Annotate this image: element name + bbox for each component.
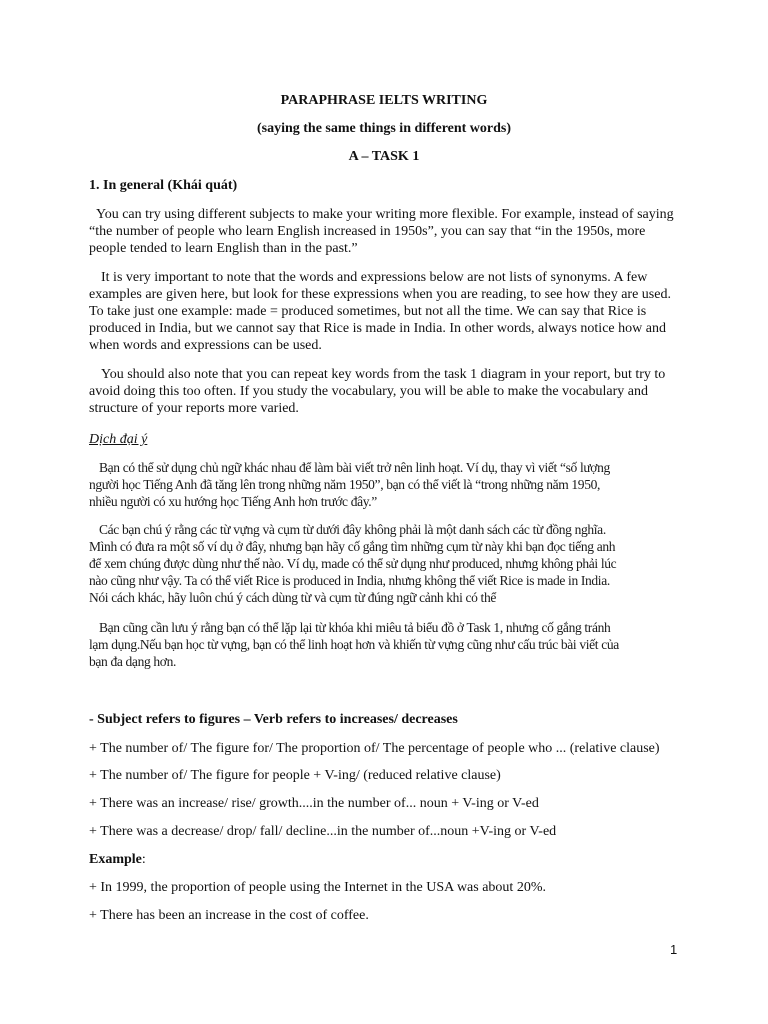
document-subtitle: (saying the same things in different words) <box>256 121 512 136</box>
task-heading: A – TASK 1 <box>348 149 420 164</box>
paragraph-line: structure of your reports more varied. <box>89 401 299 416</box>
paragraph-line: You can try using different subjects to make your writing more flexible. For example, instead of saying <box>96 207 674 222</box>
page-number: 1 <box>670 942 678 957</box>
paragraph-line: To take just one example: made = produced sometimes, but not all the time. We can say that Rice is <box>89 304 647 319</box>
paragraph-line: avoid doing this too often. If you study the vocabulary, you will be able to make the vocabulary and <box>89 384 648 399</box>
paragraph-line: Các bạn chú ý rằng các từ vựng và cụm từ dưới đây không phải là một danh sách các từ đồng nghĩa. <box>99 522 606 537</box>
subject-heading: - Subject refers to figures – Verb refers to increases/ decreases <box>89 712 458 727</box>
example-item: + There has been an increase in the cost of coffee. <box>89 908 369 923</box>
paragraph-line: Bạn có thể sử dụng chủ ngữ khác nhau để làm bài viết trở nên linh hoạt. Ví dụ, thay vì viết “số lượng <box>99 460 610 475</box>
paragraph-line: It is very important to note that the words and expressions below are not lists of synonyms. A few <box>101 270 648 285</box>
example-heading <box>89 851 146 869</box>
vietnamese-paragraph-1 <box>89 459 679 510</box>
vietnamese-paragraph-2 <box>89 521 679 606</box>
paragraph-synonyms <box>89 269 679 354</box>
translation-label <box>89 431 679 448</box>
structure-bullet: + There was an increase/ rise/ growth....in the number of... noun + V-ing or V-ed <box>89 796 539 811</box>
structure-bullet: + The number of/ The figure for/ The proportion of/ The percentage of people who ... (relative clause) <box>89 741 660 756</box>
section-heading-general: 1. In general (Khái quát) <box>89 178 238 193</box>
paragraph-line: people tended to learn English than in the past.” <box>89 241 358 256</box>
paragraph-keywords <box>89 366 679 417</box>
translation-label-text: Dịch đại ý <box>89 432 148 447</box>
paragraph-line: người học Tiếng Anh đã tăng lên trong những năm 1950”, bạn có thể viết là “trong những năm 1950, <box>89 477 601 492</box>
example-colon: : <box>141 852 146 867</box>
paragraph-line: produced in India, but we cannot say that Rice is made in India. In other words, always notice how and <box>89 321 666 336</box>
document-title: PARAPHRASE IELTS WRITING <box>280 93 488 108</box>
paragraph-line: Mình có đưa ra một số ví dụ ở đây, nhưng bạn hãy cố gắng tìm những cụm từ này khi bạn đọc tiếng anh <box>89 539 616 554</box>
structure-bullet: + There was a decrease/ drop/ fall/ decline...in the number of...noun +V-ing or V-ed <box>89 824 557 839</box>
paragraph-line: nào cũng như vậy. Ta có thể viết Rice is produced in India, nhưng không thể viết Rice is made in India. <box>89 573 610 588</box>
structure-bullet: + The number of/ The figure for people + V-ing/ (reduced relative clause) <box>89 768 501 783</box>
paragraph-line: examples are given here, but look for these expressions when you are reading, to see how they are used. <box>89 287 671 302</box>
paragraph-line: lạm dụng.Nếu bạn học từ vựng, bạn có thể linh hoạt hơn và khiến từ vựng cũng như cấu trúc bài viết của <box>89 637 619 652</box>
vietnamese-paragraph-3 <box>89 619 679 670</box>
paragraph-line: Bạn cũng cần lưu ý rằng bạn có thể lặp lại từ khóa khi miêu tả biểu đồ ở Task 1, nhưng cố gắng tránh <box>99 620 611 635</box>
example-label: Example <box>89 852 142 867</box>
paragraph-subjects <box>89 206 679 257</box>
paragraph-line: when words and expressions can be used. <box>89 338 322 353</box>
paragraph-line: để xem chúng được dùng như thế nào. Ví dụ, made có thể sử dụng như produced, nhưng không phải lúc <box>89 556 617 571</box>
example-item: + In 1999, the proportion of people using the Internet in the USA was about 20%. <box>89 880 546 895</box>
paragraph-line: “the number of people who learn English increased in 1950s”, you can say that “in the 1950s, more <box>89 224 646 239</box>
paragraph-line: You should also note that you can repeat key words from the task 1 diagram in your report, but try to <box>101 367 666 382</box>
paragraph-line: nhiều người có xu hướng học Tiếng Anh hơn trước đây.” <box>89 494 377 509</box>
paragraph-line: Nói cách khác, hãy luôn chú ý cách dùng từ và cụm từ đúng ngữ cảnh khi có thể <box>89 590 497 605</box>
paragraph-line: bạn đa dạng hơn. <box>89 654 177 669</box>
